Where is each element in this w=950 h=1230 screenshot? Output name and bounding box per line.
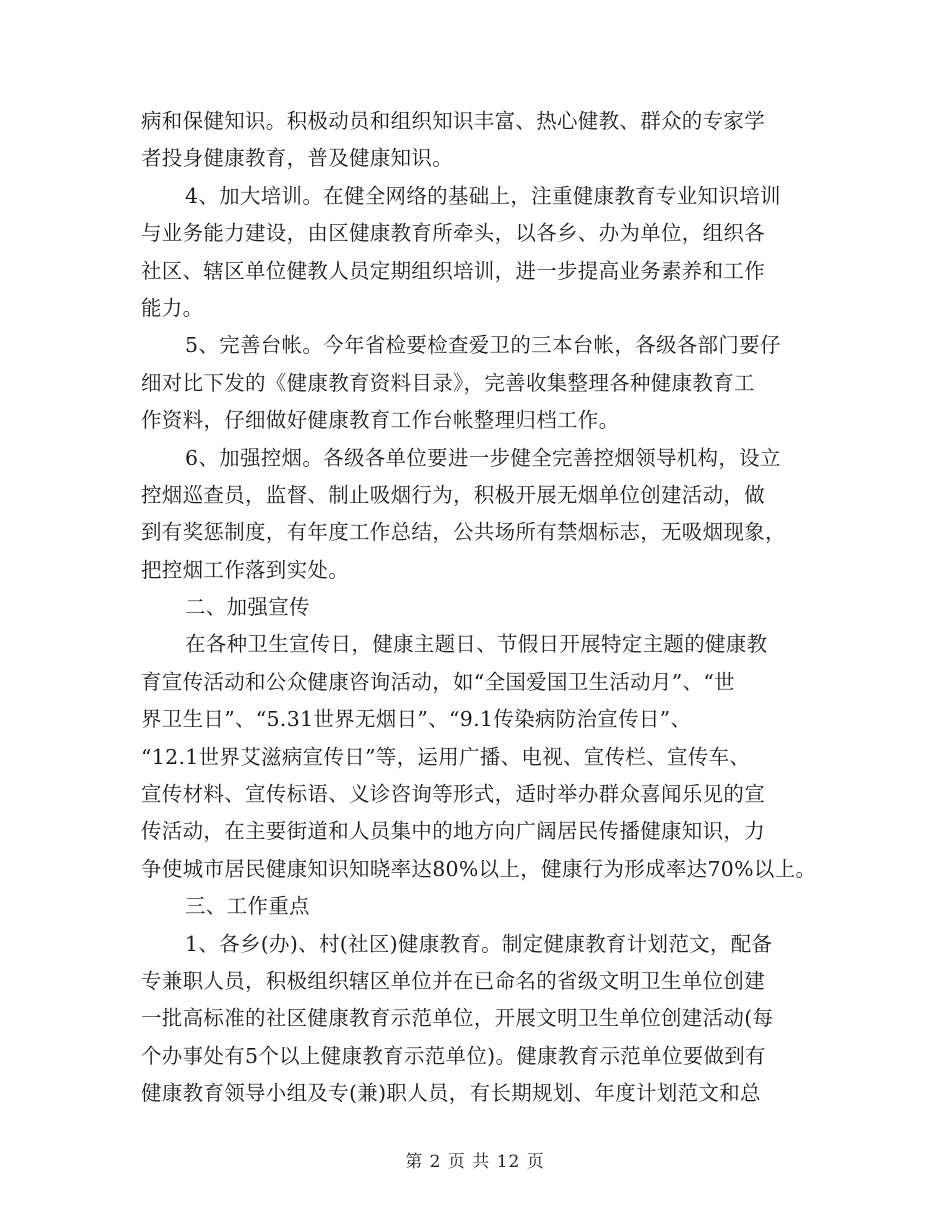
text-line: 能力。 (141, 295, 204, 320)
page-footer: 第 2 页 共 12 页 (405, 1152, 545, 1172)
text-line: 病和保健知识。积极动员和组织知识丰富、热心健教、群众的专家学 (141, 109, 765, 133)
text-line: 界卫生日”、“5.31世界无烟日”、“9.1传染病防治宣传日”、 (141, 707, 692, 732)
text-line: 三、工作重点 (185, 894, 310, 919)
text-line: 控烟巡查员，监督、制止吸烟行为，积极开展无烟单位创建活动，做 (141, 482, 765, 507)
text-line: 争使城市居民健康知识知晓率达80%以上，健康行为形成率达70%以上。 (141, 856, 817, 881)
text-line: 者投身健康教育，普及健康知识。 (141, 146, 453, 171)
text-line: 细对比下发的《健康教育资料目录》，完善收集整理各种健康教育工 (141, 370, 755, 395)
text-line: “12.1世界艾滋病宣传日”等，运用广播、电视、宣传栏、宣传车、 (141, 744, 751, 769)
text-line: 到有奖惩制度，有年度工作总结，公共场所有禁烟标志，无吸烟现象， (141, 520, 786, 545)
text-line: 6、加强控烟。各级各单位要进一步健全完善控烟领导机构，设立 (185, 445, 781, 470)
text-line: 社区、辖区单位健教人员定期组织培训，进一步提高业务素养和工作 (141, 258, 765, 283)
text-line: 专兼职人员，积极组织辖区单位并在已命名的省级文明卫生单位创建 (141, 968, 765, 993)
text-line: 个办事处有5个以上健康教育示范单位)。健康教育示范单位要做到有 (141, 1043, 766, 1068)
document-body (141, 103, 817, 1113)
text-line: 二、加强宣传 (185, 595, 310, 620)
text-line: 传活动，在主要街道和人员集中的地方向广阔居民传播健康知识，力 (141, 819, 765, 844)
text-line: 4、加大培训。在健全网络的基础上，注重健康教育专业知识培训 (185, 183, 781, 208)
text-line: 宣传材料、宣传标语、义诊咨询等形式，适时举办群众喜闻乐见的宣 (141, 782, 765, 807)
text-line: 1、各乡(办)、村(社区)健康教育。制定健康教育计划范文，配备 (185, 931, 773, 956)
text-line: 在各种卫生宣传日，健康主题日、节假日开展特定主题的健康教 (185, 632, 768, 657)
text-line: 把控烟工作落到实处。 (141, 557, 349, 582)
text-line: 与业务能力建设，由区健康教育所牵头，以各乡、办为单位，组织各 (141, 221, 765, 246)
text-line: 育宣传活动和公众健康咨询活动，如“全国爱国卫生活动月”、“世 (141, 669, 735, 694)
text-line: 健康教育领导小组及专(兼)职人员，有长期规划、年度计划范文和总 (141, 1081, 761, 1106)
text-line: 5、完善台帐。今年省检要检查爱卫的三本台帐，各级各部门要仔 (185, 333, 781, 358)
text-line: 一批高标准的社区健康教育示范单位，开展文明卫生单位创建活动(每 (141, 1006, 774, 1031)
text-line: 作资料，仔细做好健康教育工作台帐整理归档工作。 (141, 408, 620, 433)
